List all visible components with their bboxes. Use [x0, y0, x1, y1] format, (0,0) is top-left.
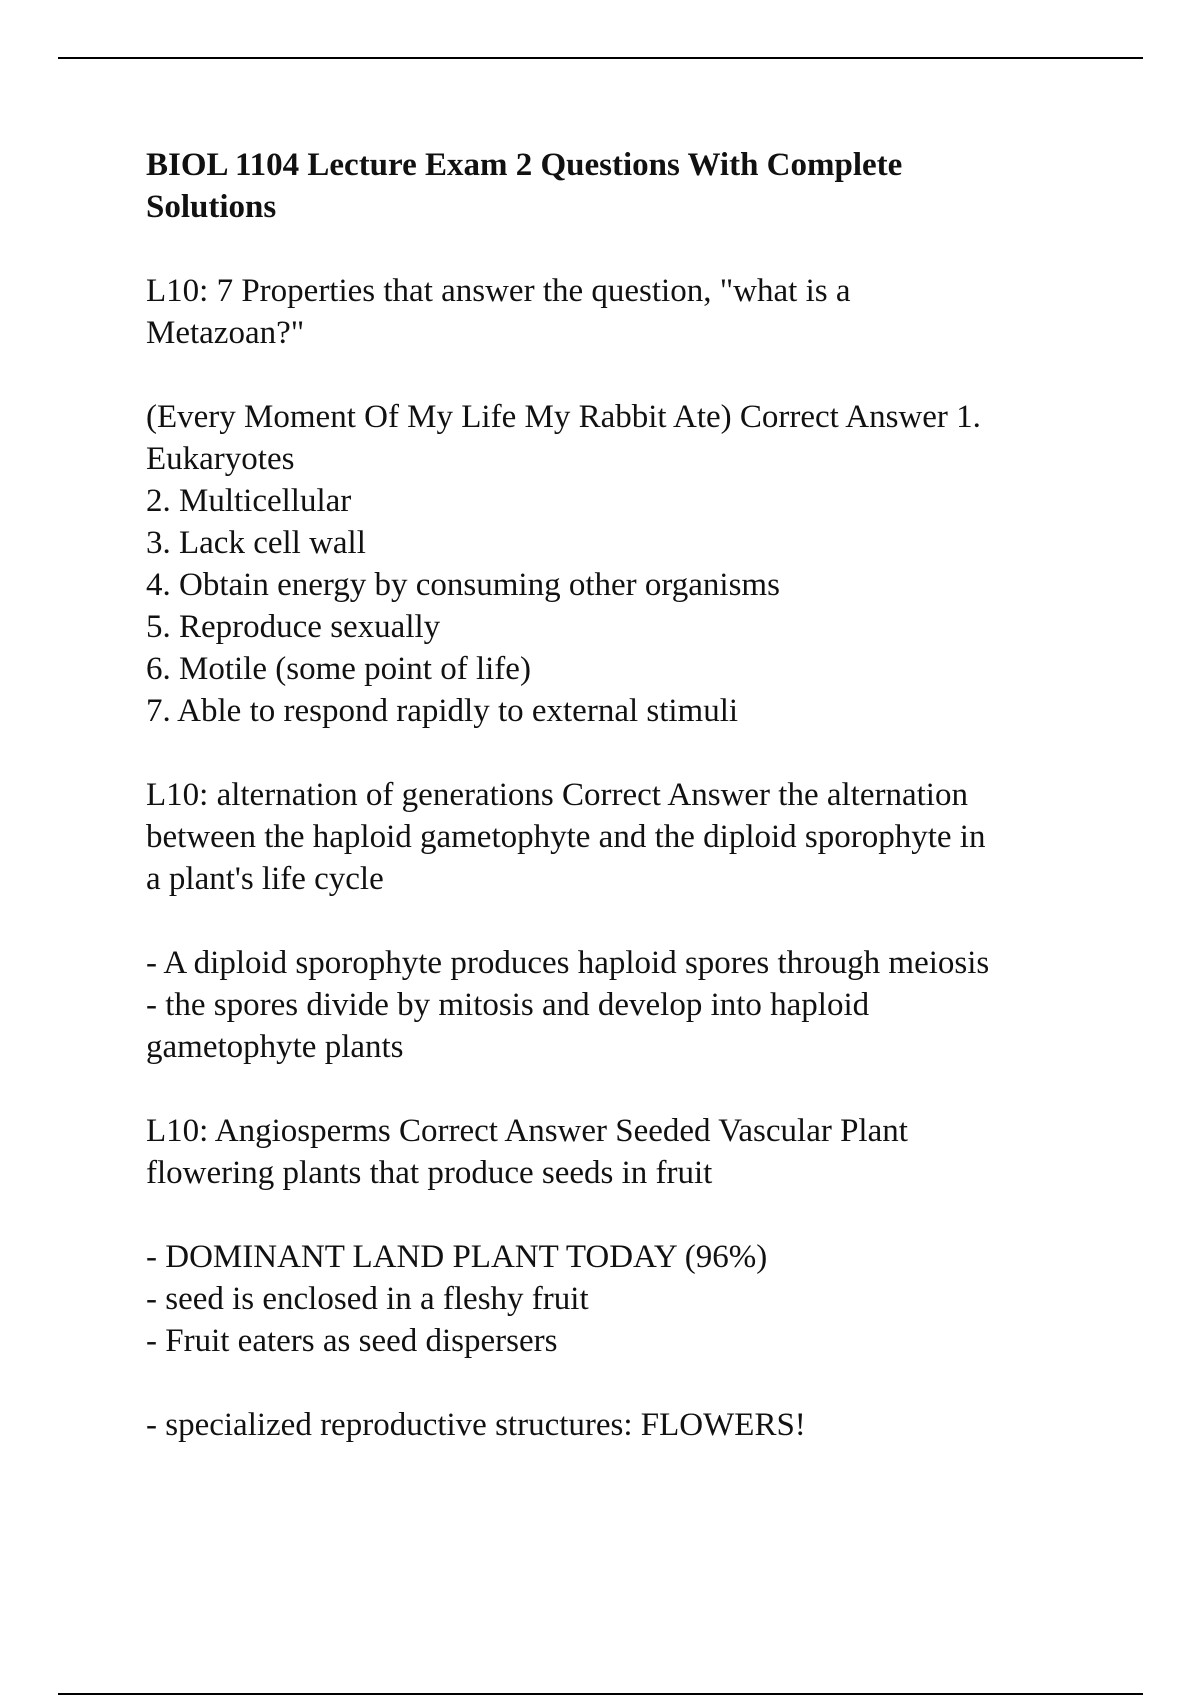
title-line: BIOL 1104 Lecture Exam 2 Questions With Complete [146, 147, 903, 183]
list-item: - specialized reproductive structures: FLOWERS! [146, 1407, 806, 1443]
answer-metazoan [146, 396, 1106, 732]
angiosperm-details [146, 1236, 1106, 1362]
title-line: Solutions [146, 189, 277, 225]
text-line: Eukaryotes [146, 441, 295, 477]
list-item: 4. Obtain energy by consuming other organisms [146, 567, 780, 603]
text-line: between the haploid gametophyte and the diploid sporophyte in [146, 819, 986, 855]
question-angiosperms [146, 1110, 1106, 1194]
question-metazoan [146, 270, 1106, 354]
list-item: - DOMINANT LAND PLANT TODAY (96%) [146, 1239, 768, 1275]
text-line: L10: 7 Properties that answer the question, "what is a [146, 273, 851, 309]
top-rule [58, 57, 1143, 59]
angiosperm-flowers [146, 1404, 1106, 1446]
document-title [146, 144, 1106, 228]
text-line: L10: alternation of generations Correct Answer the alternation [146, 777, 968, 813]
list-item: 6. Motile (some point of life) [146, 651, 531, 687]
list-item: 5. Reproduce sexually [146, 609, 441, 645]
list-item: 3. Lack cell wall [146, 525, 366, 561]
alternation-details [146, 942, 1106, 1068]
list-item: - the spores divide by mitosis and develop into haploid [146, 987, 870, 1023]
text-line: flowering plants that produce seeds in fruit [146, 1155, 713, 1191]
list-item: - seed is enclosed in a fleshy fruit [146, 1281, 589, 1317]
question-alternation-of-generations [146, 774, 1106, 900]
text-line: a plant's life cycle [146, 861, 384, 897]
list-item: - A diploid sporophyte produces haploid spores through meiosis [146, 945, 990, 981]
bottom-rule [58, 1693, 1143, 1695]
text-line: (Every Moment Of My Life My Rabbit Ate) Correct Answer 1. [146, 399, 981, 435]
text-line: L10: Angiosperms Correct Answer Seeded Vascular Plant [146, 1113, 908, 1149]
text-line: gametophyte plants [146, 1029, 404, 1065]
list-item: 2. Multicellular [146, 483, 352, 519]
list-item: - Fruit eaters as seed dispersers [146, 1323, 558, 1359]
document-body [146, 144, 1106, 1488]
text-line: Metazoan?" [146, 315, 305, 351]
list-item: 7. Able to respond rapidly to external stimuli [146, 693, 739, 729]
